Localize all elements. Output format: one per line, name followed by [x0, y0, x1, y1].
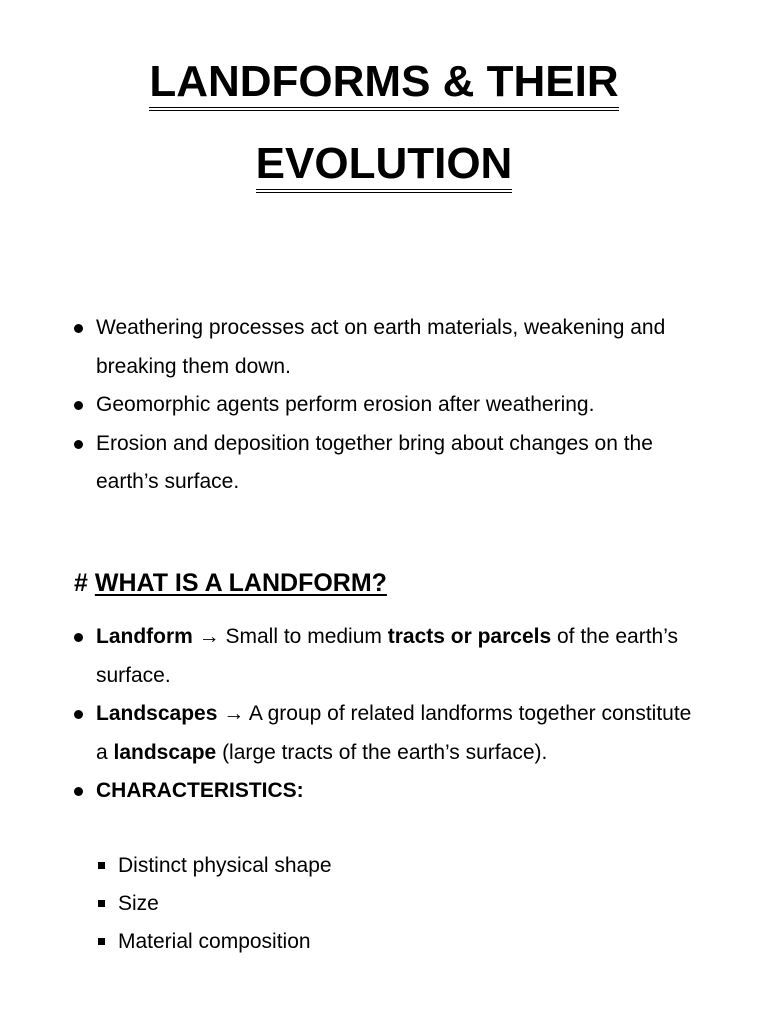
list-item — [0, 386, 768, 425]
section-heading — [74, 563, 387, 603]
intro-bullet-list — [0, 309, 768, 502]
list-item — [0, 847, 768, 885]
bullet-icon — [74, 633, 83, 642]
list-item — [0, 885, 768, 923]
heading-hash: # — [74, 569, 95, 597]
definition-bullet-list — [0, 618, 768, 811]
landform-text-pre: Small to medium — [219, 625, 388, 648]
landscapes-text-bold: landscape — [113, 740, 217, 764]
list-item — [0, 425, 768, 502]
list-item-landscapes — [0, 695, 768, 772]
intro-point-text: Erosion and deposition together bring about changes on the earth’s surface. — [96, 431, 653, 493]
bullet-icon — [74, 401, 83, 410]
document-title-line-1 — [0, 55, 768, 111]
bullet-icon — [74, 710, 83, 719]
landscapes-text-pre: A group of related landforms together constitute a — [96, 702, 692, 764]
document-title-line-2 — [0, 137, 768, 193]
arrow-right-icon: → — [198, 625, 220, 648]
bullet-icon — [74, 787, 83, 796]
list-item-landform — [0, 618, 768, 695]
square-bullet-icon — [98, 938, 105, 945]
list-item-characteristics — [0, 772, 768, 811]
intro-point-text: Weathering processes act on earth materials, weakening and breaking them down. — [96, 316, 666, 378]
title-text-2: EVOLUTION — [256, 139, 513, 193]
bullet-icon — [74, 440, 83, 449]
arrow-right-icon: → — [223, 702, 245, 725]
term-landform: Landform — [96, 625, 193, 648]
characteristic-text: Distinct physical shape — [118, 854, 332, 877]
list-item — [0, 923, 768, 961]
landscapes-text-post: (large tracts of the earth’s surface). — [216, 740, 548, 764]
term-landscapes: Landscapes — [96, 702, 218, 725]
characteristics-sublist — [0, 847, 768, 961]
list-item — [0, 309, 768, 386]
characteristic-text: Material composition — [118, 930, 311, 953]
landform-text-post: of the earth’s surface. — [96, 625, 679, 687]
intro-point-text: Geomorphic agents perform erosion after weathering. — [96, 393, 595, 416]
characteristic-text: Size — [118, 892, 159, 915]
landform-text-bold: tracts or parcels — [387, 625, 552, 648]
bullet-icon — [74, 324, 83, 333]
square-bullet-icon — [98, 900, 105, 907]
square-bullet-icon — [98, 862, 105, 869]
heading-text: WHAT IS A LANDFORM? — [94, 569, 387, 597]
characteristics-label: CHARACTERISTICS: — [96, 779, 304, 802]
title-text-1: LANDFORMS & THEIR — [149, 57, 618, 111]
